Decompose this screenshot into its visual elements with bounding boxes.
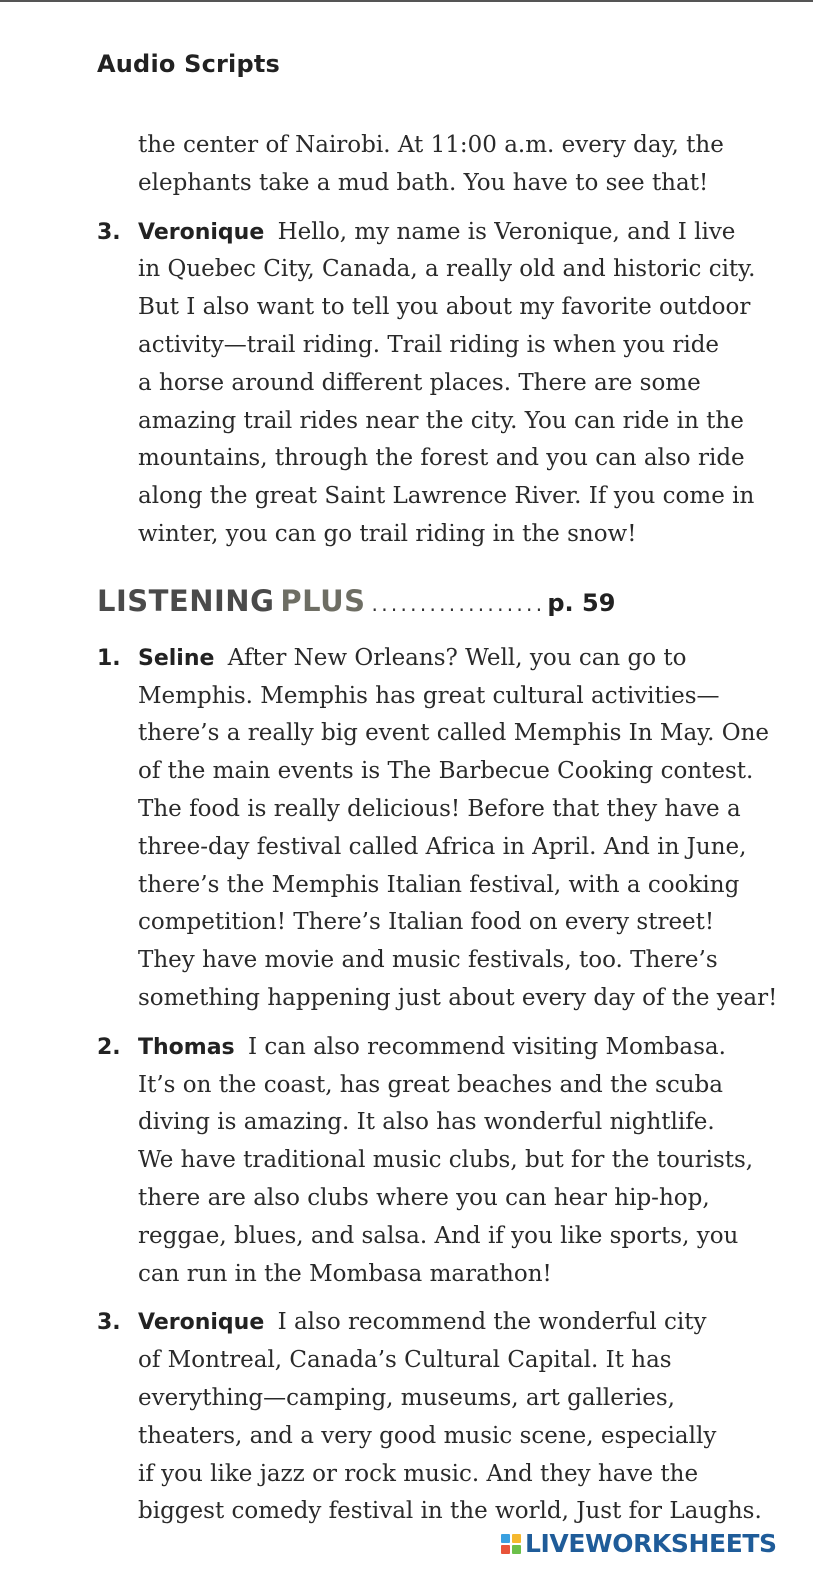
text-line: After New Orleans? Well, you can go to: [227, 644, 687, 671]
text-line: there’s the Memphis Italian festival, with a cooking: [138, 871, 740, 898]
text-line: activity—trail riding. Trail riding is when you ride: [138, 331, 720, 358]
text-line: diving is amazing. It also has wonderful nightlife.: [138, 1109, 715, 1136]
logo-square: [501, 1545, 510, 1554]
leader-dots: ..................: [371, 591, 546, 616]
liveworksheets-watermark: [501, 1527, 781, 1561]
text-line: biggest comedy festival in the world, Just for Laughs.: [138, 1498, 762, 1525]
text-line: Hello, my name is Veronique, and I live: [277, 218, 736, 245]
text-line: along the great Saint Lawrence River. If you come in: [138, 483, 755, 510]
text-line: there’s a really big event called Memphis In May. One: [138, 720, 769, 747]
item-number: 2.: [97, 1034, 121, 1060]
script-item-3-veronique-montreal: [97, 1304, 787, 1531]
text-line: everything—camping, museums, art galleries,: [138, 1384, 675, 1411]
text-line: mountains, through the forest and you can also ride: [138, 445, 745, 472]
script-item-2-thomas: [97, 1029, 787, 1294]
text-line: something happening just about every day of the year!: [138, 984, 778, 1011]
text-line: can run in the Mombasa marathon!: [138, 1260, 552, 1287]
continuation-paragraph: [97, 127, 787, 203]
top-border-rule: [0, 0, 813, 2]
text-line: the center of Nairobi. At 11:00 a.m. every day, the: [138, 132, 724, 158]
text-line: amazing trail rides near the city. You can ride in the: [138, 407, 744, 434]
text-line: if you like jazz or rock music. And they have the: [138, 1460, 699, 1487]
text-line: theaters, and a very good music scene, especially: [138, 1422, 717, 1449]
item-number: 3.: [97, 219, 121, 245]
page-header: Audio Scripts: [97, 50, 281, 78]
text-line: I also recommend the wonderful city: [277, 1309, 707, 1336]
logo-square: [501, 1534, 510, 1543]
text-line: The food is really delicious! Before that they have a: [138, 795, 741, 822]
text-line: of the main events is The Barbecue Cooking contest.: [138, 758, 754, 785]
text-line: of Montreal, Canada’s Cultural Capital. It has: [138, 1347, 672, 1374]
text-line: It’s on the coast, has great beaches and the scuba: [138, 1071, 723, 1098]
text-line: competition! There’s Italian food on every street!: [138, 909, 715, 936]
logo-square: [512, 1534, 521, 1543]
text-line: They have movie and music festivals, too. There’s: [138, 947, 718, 974]
text-line: But I also want to tell you about my favorite outdoor: [138, 294, 751, 321]
speaker-name: Veronique: [138, 1310, 265, 1336]
script-item-3-veronique-quebec: [97, 214, 787, 554]
section-title-word-2: PLUS: [280, 583, 366, 618]
text-line: I can also recommend visiting Mombasa.: [247, 1033, 726, 1060]
speaker-name: Seline: [138, 645, 215, 671]
speaker-name: Veronique: [138, 219, 265, 245]
page-reference: p. 59: [547, 588, 616, 617]
text-line: a horse around different places. There are some: [138, 369, 701, 396]
text-line: winter, you can go trail riding in the snow!: [138, 520, 637, 547]
watermark-text: LIVEWORKSHEETS: [525, 1529, 777, 1558]
text-line: there are also clubs where you can hear hip-hop,: [138, 1184, 710, 1211]
script-item-1-seline: [97, 640, 787, 1018]
section-title-word-1: LISTENING: [97, 583, 275, 618]
text-line: reggae, blues, and salsa. And if you like sports, you: [138, 1222, 739, 1249]
text-line: in Quebec City, Canada, a really old and historic city.: [138, 256, 756, 283]
text-line: elephants take a mud bath. You have to see that!: [138, 169, 709, 196]
item-number: 3.: [97, 1310, 121, 1336]
logo-square: [512, 1545, 521, 1554]
text-line: Memphis. Memphis has great cultural activities—: [138, 682, 720, 709]
item-number: 1.: [97, 645, 121, 671]
text-line: three-day festival called Africa in April. And in June,: [138, 833, 747, 860]
section-heading-listening-plus: [97, 584, 787, 628]
liveworksheets-logo-icon: [501, 1534, 521, 1554]
text-line: We have traditional music clubs, but for the tourists,: [138, 1147, 754, 1174]
page-content: [97, 127, 787, 1531]
speaker-name: Thomas: [138, 1034, 235, 1060]
